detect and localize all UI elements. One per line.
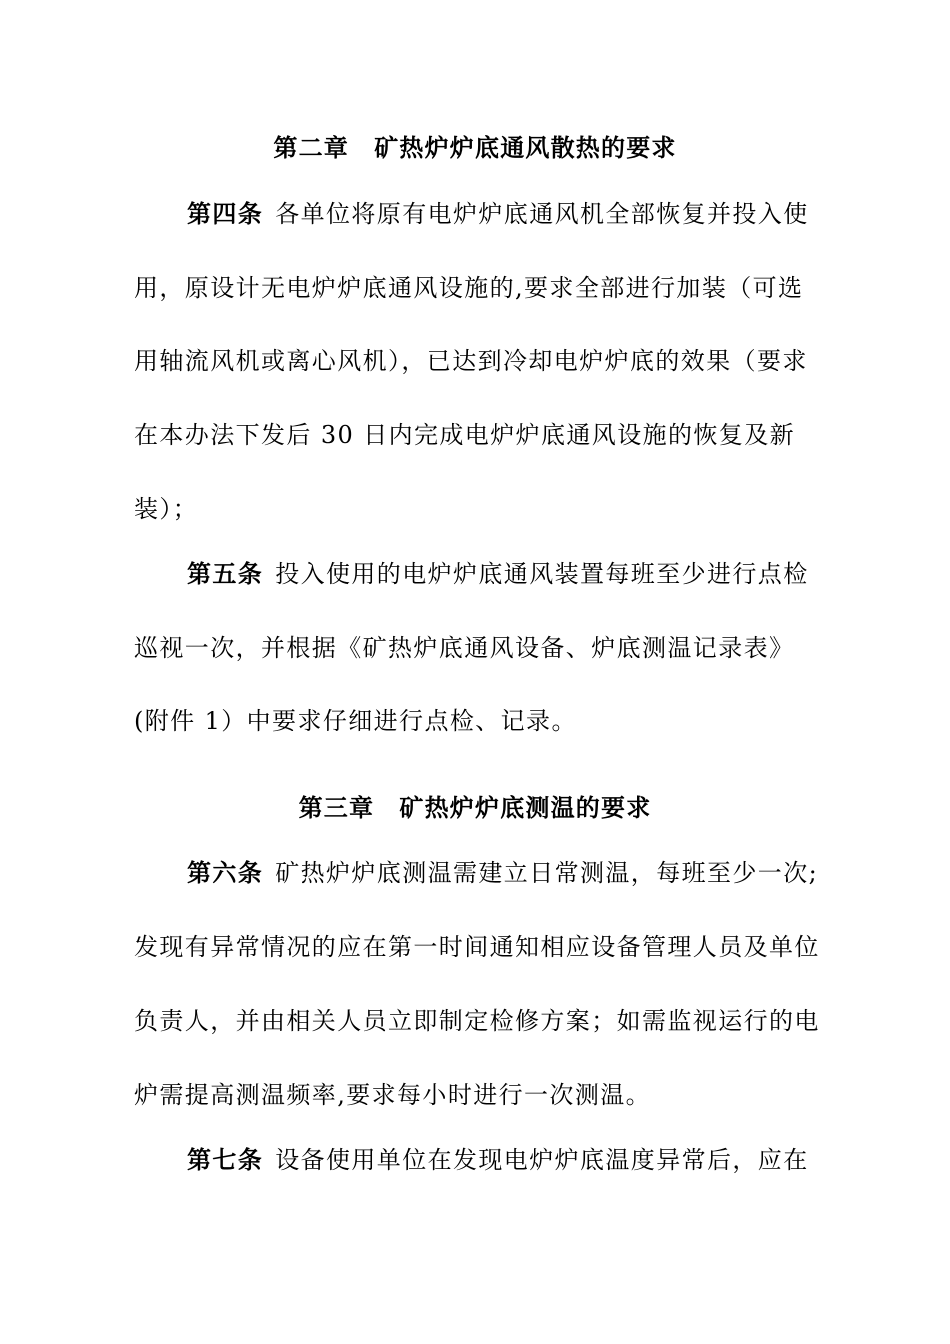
article-5-line-1: 投入使用的电炉炉底通风装置每班至少进行点检 [275,560,809,588]
article-6-line-4: 炉需提高测温频率,要求每小时进行一次测温。 [134,1081,652,1109]
article-4-line-3: 用轴流风机或离心风机），已达到冷却电炉炉底的效果（要求 [134,347,808,375]
article-7-label: 第七条 [187,1145,264,1174]
article-4-first-line [187,199,809,229]
article-4-line-1: 各单位将原有电炉炉底通风机全部恢复并投入使 [275,200,809,228]
article-7-line-1: 设备使用单位在发现电炉炉底温度异常后，应在 [275,1146,809,1174]
article-6-line-2: 发现有异常情况的应在第一时间通知相应设备管理人员及单位 [134,933,820,961]
article-6-line-3: 负责人，并由相关人员立即制定检修方案；如需监视运行的电 [134,1007,820,1035]
article-4-line-5: 装）； [134,495,199,523]
article-6-first-line [187,858,818,888]
chapter-2-heading: 第二章 矿热炉炉底通风散热的要求 [273,133,677,162]
article-6-label: 第六条 [187,858,264,887]
article-4-line-2: 用，原设计无电炉炉底通风设施的,要求全部进行加装（可选 [134,274,804,302]
article-4-label: 第四条 [187,199,264,228]
article-5-label: 第五条 [187,559,264,588]
article-7-first-line [187,1145,809,1175]
article-5-first-line [187,559,809,589]
chapter-3-heading: 第三章 矿热炉炉底测温的要求 [298,793,652,822]
article-4-line-4: 在本办法下发后 30 日内完成电炉炉底通风设施的恢复及新 [134,421,795,449]
article-6-line-1: 矿热炉炉底测温需建立日常测温，每班至少一次; [275,859,819,887]
article-5-line-2: 巡视一次，并根据《矿热炉底通风设备、炉底测温记录表》 [134,634,795,662]
article-5-line-3: (附件 1）中要求仔细进行点检、记录。 [134,707,577,735]
